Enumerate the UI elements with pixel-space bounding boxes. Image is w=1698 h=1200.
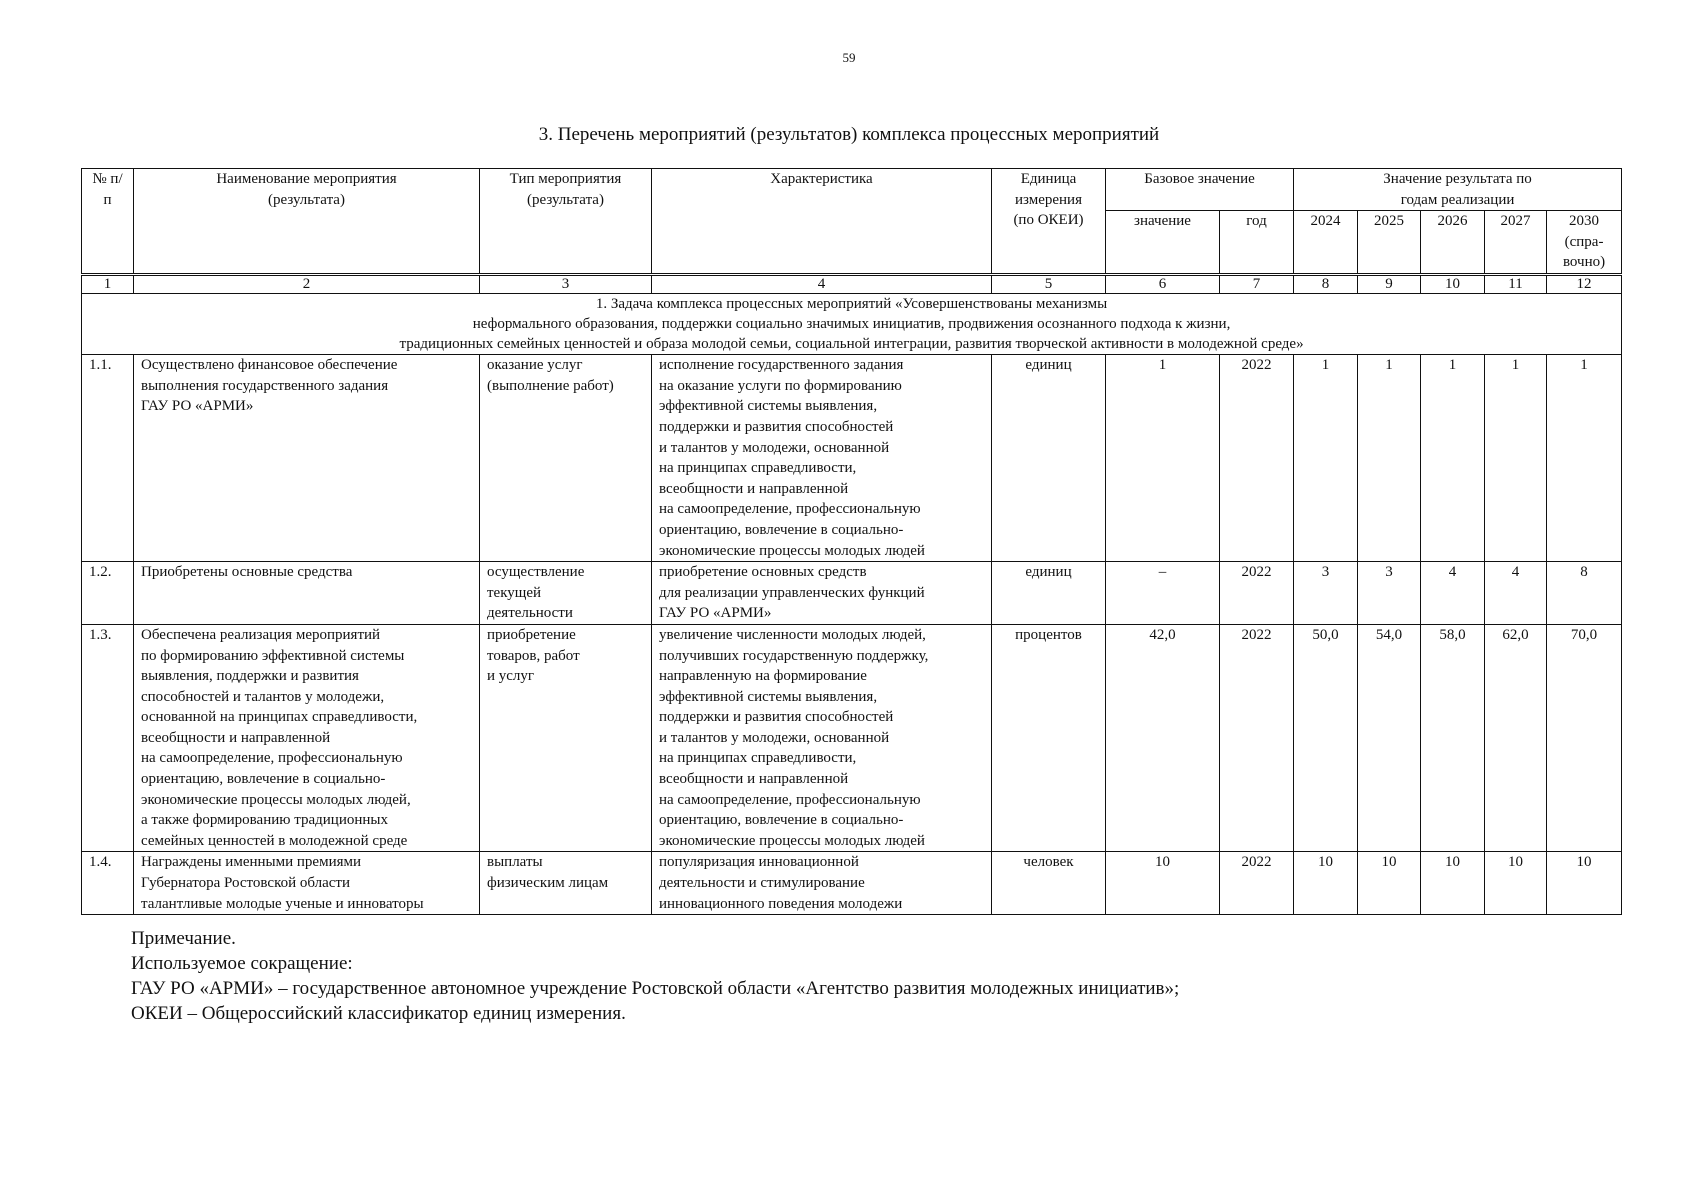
row-year-value: 1 bbox=[1547, 355, 1622, 562]
row-name-line: по формированию эффективной системы bbox=[141, 647, 405, 664]
row-characteristic-line: для реализации управленческих функций bbox=[659, 584, 925, 601]
table-header-row bbox=[82, 169, 1622, 211]
row-year-value: 1 bbox=[1485, 355, 1547, 562]
row-year-value: 10 bbox=[1485, 852, 1547, 915]
row-name-line: семейных ценностей в молодежной среде bbox=[141, 832, 408, 849]
header-year-2025: 2025 bbox=[1358, 211, 1421, 275]
header-name: Наименование мероприятия (результата) bbox=[134, 169, 480, 275]
row-year-value: 62,0 bbox=[1485, 624, 1547, 852]
row-characteristic-line: экономические процессы молодых людей bbox=[659, 832, 925, 849]
row-type-line: оказание услуг bbox=[487, 357, 583, 374]
header-characteristic: Характеристика bbox=[652, 169, 992, 275]
row-characteristic bbox=[652, 852, 992, 915]
row-type-line: приобретение bbox=[487, 626, 576, 643]
row-name bbox=[134, 355, 480, 562]
header-year-2027: 2027 bbox=[1485, 211, 1547, 275]
row-year-value: 58,0 bbox=[1421, 624, 1485, 852]
row-characteristic-line: на оказание услуги по формированию bbox=[659, 377, 902, 394]
header-base: Базовое значение bbox=[1106, 169, 1294, 211]
row-characteristic-line: деятельности и стимулирование bbox=[659, 875, 865, 892]
document-title: 3. Перечень мероприятий (результатов) комплекса процессных мероприятий bbox=[538, 124, 1160, 145]
note-line: ОКЕИ – Общероссийский классификатор единиц измерения. bbox=[131, 1003, 626, 1024]
row-base-year: 2022 bbox=[1220, 562, 1294, 625]
row-characteristic-line: увеличение численности молодых людей, bbox=[659, 626, 926, 643]
column-number: 4 bbox=[652, 275, 992, 294]
section-line: неформального образования, поддержки социально значимых инициатив, продвижения осознанного подхода к жизни, bbox=[472, 316, 1231, 333]
row-year-value: 54,0 bbox=[1358, 624, 1421, 852]
column-number: 1 bbox=[82, 275, 134, 294]
row-year-value: 10 bbox=[1547, 852, 1622, 915]
row-year-value: 8 bbox=[1547, 562, 1622, 625]
note-title: Примечание. bbox=[131, 928, 236, 949]
row-characteristic-line: ГАУ РО «АРМИ» bbox=[659, 605, 772, 622]
row-year-value: 10 bbox=[1294, 852, 1358, 915]
row-type-line: выплаты bbox=[487, 854, 543, 871]
row-characteristic-line: всеобщности и направленной bbox=[659, 771, 849, 788]
row-year-value: 3 bbox=[1358, 562, 1421, 625]
row-characteristic bbox=[652, 355, 992, 562]
row-type-line: текущей bbox=[487, 584, 542, 601]
row-unit: процентов bbox=[992, 624, 1106, 852]
row-name-line: Приобретены основные средства bbox=[141, 564, 353, 581]
row-type bbox=[480, 852, 652, 915]
column-number: 3 bbox=[480, 275, 652, 294]
section-title bbox=[82, 294, 1622, 355]
row-base-year: 2022 bbox=[1220, 355, 1294, 562]
header-unit: Единица измерения (по ОКЕИ) bbox=[992, 169, 1106, 275]
row-unit: единиц bbox=[992, 355, 1106, 562]
column-number: 11 bbox=[1485, 275, 1547, 294]
row-name-line: всеобщности и направленной bbox=[141, 729, 331, 746]
row-characteristic-line: эффективной системы выявления, bbox=[659, 688, 878, 705]
row-year-value: 1 bbox=[1294, 355, 1358, 562]
row-number: 1.4. bbox=[82, 852, 134, 915]
section-line: традиционных семейных ценностей и образа молодой семьи, социальной интеграции, развития творческой активности в молодежной среде» bbox=[399, 336, 1304, 353]
header-base-year: год bbox=[1220, 211, 1294, 275]
column-number: 8 bbox=[1294, 275, 1358, 294]
note-block bbox=[131, 926, 1179, 1026]
row-characteristic-line: экономические процессы молодых людей bbox=[659, 542, 925, 559]
row-year-value: 10 bbox=[1358, 852, 1421, 915]
row-year-value: 4 bbox=[1485, 562, 1547, 625]
row-characteristic-line: ориентацию, вовлечение в социально- bbox=[659, 521, 904, 538]
row-year-value: 3 bbox=[1294, 562, 1358, 625]
row-name-line: Губернатора Ростовской области bbox=[141, 875, 351, 892]
header-year-2026: 2026 bbox=[1421, 211, 1485, 275]
row-name-line: способностей и талантов у молодежи, bbox=[141, 688, 385, 705]
row-characteristic-line: направленную на формирование bbox=[659, 668, 867, 685]
table-row bbox=[82, 355, 1622, 562]
row-base-value: 1 bbox=[1106, 355, 1220, 562]
row-name-line: экономические процессы молодых людей, bbox=[141, 791, 411, 808]
row-type bbox=[480, 562, 652, 625]
row-name-line: основанной на принципах справедливости, bbox=[141, 709, 418, 726]
page-number: 59 bbox=[842, 50, 856, 65]
row-type-line: физическим лицам bbox=[487, 875, 609, 892]
table-row bbox=[82, 562, 1622, 625]
row-name-line: ориентацию, вовлечение в социально- bbox=[141, 771, 386, 788]
row-name-line: выявления, поддержки и развития bbox=[141, 668, 359, 685]
row-base-year: 2022 bbox=[1220, 624, 1294, 852]
row-characteristic-line: и талантов у молодежи, основанной bbox=[659, 439, 890, 456]
row-name bbox=[134, 562, 480, 625]
row-name-line: ГАУ РО «АРМИ» bbox=[141, 398, 254, 415]
row-number: 1.2. bbox=[82, 562, 134, 625]
row-number: 1.1. bbox=[82, 355, 134, 562]
row-name-line: талантливые молодые ученые и инноваторы bbox=[141, 895, 424, 912]
header-base-value: значение bbox=[1106, 211, 1220, 275]
row-characteristic-line: и талантов у молодежи, основанной bbox=[659, 729, 890, 746]
row-characteristic bbox=[652, 562, 992, 625]
column-number: 12 bbox=[1547, 275, 1622, 294]
row-base-value: – bbox=[1106, 562, 1220, 625]
row-characteristic-line: получивших государственную поддержку, bbox=[659, 647, 929, 664]
row-type bbox=[480, 624, 652, 852]
column-number-row bbox=[82, 275, 1622, 294]
row-characteristic-line: всеобщности и направленной bbox=[659, 480, 849, 497]
section-row bbox=[82, 294, 1622, 355]
row-year-value: 4 bbox=[1421, 562, 1485, 625]
row-year-value: 1 bbox=[1358, 355, 1421, 562]
column-number: 5 bbox=[992, 275, 1106, 294]
header-type: Тип мероприятия (результата) bbox=[480, 169, 652, 275]
row-base-value: 10 bbox=[1106, 852, 1220, 915]
column-number: 7 bbox=[1220, 275, 1294, 294]
column-number: 6 bbox=[1106, 275, 1220, 294]
row-name bbox=[134, 624, 480, 852]
row-type-line: и услуг bbox=[487, 668, 535, 685]
row-base-year: 2022 bbox=[1220, 852, 1294, 915]
row-characteristic-line: ориентацию, вовлечение в социально- bbox=[659, 812, 904, 829]
row-year-value: 10 bbox=[1421, 852, 1485, 915]
row-type-line: осуществление bbox=[487, 564, 585, 581]
row-type bbox=[480, 355, 652, 562]
row-name-line: Осуществлено финансовое обеспечение bbox=[141, 357, 398, 374]
row-year-value: 1 bbox=[1421, 355, 1485, 562]
row-unit: единиц bbox=[992, 562, 1106, 625]
section-line: 1. Задача комплекса процессных мероприятий «Усовершенствованы механизмы bbox=[595, 296, 1108, 313]
row-characteristic-line: приобретение основных средств bbox=[659, 564, 867, 581]
column-number: 10 bbox=[1421, 275, 1485, 294]
row-type-line: (выполнение работ) bbox=[487, 377, 614, 394]
header-num: № п/п bbox=[82, 169, 134, 275]
table-row bbox=[82, 852, 1622, 915]
row-characteristic-line: исполнение государственного задания bbox=[659, 357, 904, 374]
row-name bbox=[134, 852, 480, 915]
activities-table bbox=[81, 168, 1622, 915]
row-name-line: выполнения государственного задания bbox=[141, 377, 389, 394]
row-unit: человек bbox=[992, 852, 1106, 915]
row-name-line: а также формированию традиционных bbox=[141, 812, 388, 829]
row-characteristic-line: эффективной системы выявления, bbox=[659, 398, 878, 415]
row-characteristic-line: на самоопределение, профессиональную bbox=[659, 791, 921, 808]
column-number: 9 bbox=[1358, 275, 1421, 294]
row-characteristic-line: поддержки и развития способностей bbox=[659, 418, 894, 435]
header-result: Значение результата по годам реализации bbox=[1294, 169, 1622, 211]
note-subtitle: Используемое сокращение: bbox=[131, 953, 353, 974]
row-number: 1.3. bbox=[82, 624, 134, 852]
note-line: ГАУ РО «АРМИ» – государственное автономное учреждение Ростовской области «Агентство развития молодежных инициатив»; bbox=[131, 978, 1180, 999]
row-characteristic-line: инновационного поведения молодежи bbox=[659, 895, 903, 912]
row-name-line: Обеспечена реализация мероприятий bbox=[141, 626, 381, 643]
header-year-2030: 2030 (спра-вочно) bbox=[1547, 211, 1622, 275]
row-characteristic-line: поддержки и развития способностей bbox=[659, 709, 894, 726]
row-type-line: деятельности bbox=[487, 605, 573, 622]
row-year-value: 70,0 bbox=[1547, 624, 1622, 852]
row-name-line: Награждены именными премиями bbox=[141, 854, 362, 871]
table-row bbox=[82, 624, 1622, 852]
row-characteristic-line: на принципах справедливости, bbox=[659, 460, 857, 477]
column-number: 2 bbox=[134, 275, 480, 294]
row-characteristic bbox=[652, 624, 992, 852]
header-year-2024: 2024 bbox=[1294, 211, 1358, 275]
row-base-value: 42,0 bbox=[1106, 624, 1220, 852]
row-characteristic-line: на принципах справедливости, bbox=[659, 750, 857, 767]
row-year-value: 50,0 bbox=[1294, 624, 1358, 852]
row-characteristic-line: на самоопределение, профессиональную bbox=[659, 501, 921, 518]
row-characteristic-line: популяризация инновационной bbox=[659, 854, 859, 871]
row-name-line: на самоопределение, профессиональную bbox=[141, 750, 403, 767]
row-type-line: товаров, работ bbox=[487, 647, 580, 664]
